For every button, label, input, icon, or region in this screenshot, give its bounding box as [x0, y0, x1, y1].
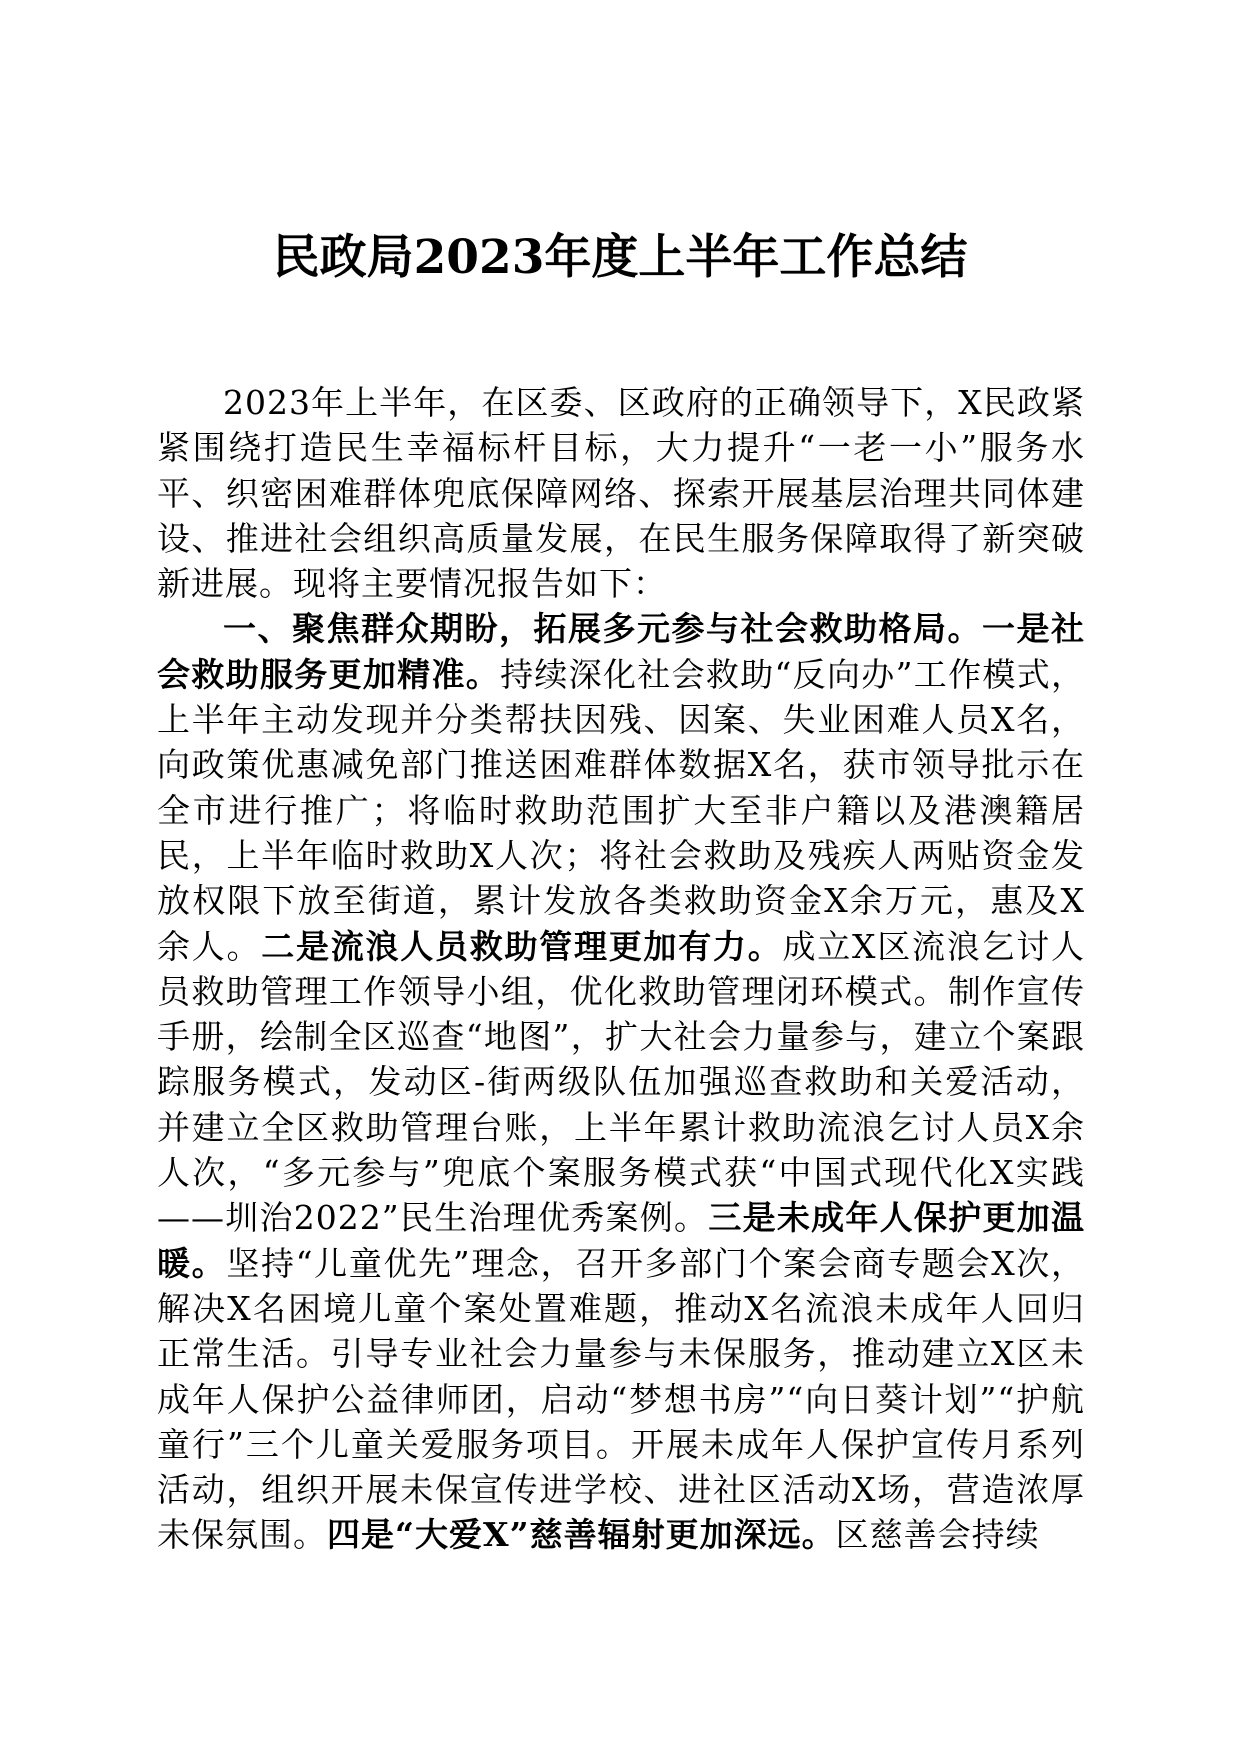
document-title: 民政局2023年度上半年工作总结 [272, 230, 968, 285]
item-4-text: 区慈善会持续 [835, 1515, 1040, 1555]
section-1-paragraph [157, 606, 1085, 1557]
item-1-text: 持续深化社会救助“反向办”工作模式，上半年主动发现并分类帮扶因残、因案、失业困难人员X名，向政策优惠减免部门推送困难群体数据X名，获市领导批示在全市进行推广；将临时救助范围扩大至非户籍以及港澳籍居民，上半年临时救助X人次；将社会救助及残疾人两贴资金发放权限下放至街道，累计发放各类救助资金X余万元，惠及X余人。 [157, 654, 1085, 966]
item-2-heading: 二是流浪人员救助管理更加有力。 [261, 926, 783, 966]
item-2-text: 成立X区流浪乞讨人员救助管理工作领导小组，优化救助管理闭环模式。制作宣传手册，绘制全区巡查“地图”，扩大社会力量参与，建立个案跟踪服务模式，发动区-街两级队伍加强巡查救助和关爱活动，并建立全区救助管理台账，上半年累计救助流浪乞讨人员X余人次，“多元参与”兜底个案服务模式获“中国式现代化X实践——圳治2022”民生治理优秀案例。 [157, 926, 1085, 1238]
section-1-heading: 一、聚焦群众期盼，拓展多元参与社会救助格局。 [223, 609, 982, 649]
item-1-heading: 一是社会救助服务更加精准。 [157, 609, 1085, 694]
intro-paragraph: 2023年上半年，在区委、区政府的正确领导下，X民政紧紧围绕打造民生幸福标杆目标，大力提升“一老一小”服务水平、织密困难群体兜底保障网络、探索开展基层治理共同体建设、推进社会组织高质量发展，在民生服务保障取得了新突破新进展。现将主要情况报告如下： [157, 383, 1085, 604]
item-3-heading: 三是未成年人保护更加温暖。 [157, 1198, 1085, 1283]
document-body [157, 380, 1085, 1558]
item-3-text: 坚持“儿童优先”理念，召开多部门个案会商专题会X次，解决X名困境儿童个案处置难题，推动X名流浪未成年人回归正常生活。引导专业社会力量参与未保服务，推动建立X区未成年人保护公益律师团，启动“梦想书房”“向日葵计划”“护航童行”三个儿童关爱服务项目。开展未成年人保护宣传月系列活动，组织开展未保宣传进学校、进社区活动X场，营造浓厚未保氛围。 [157, 1243, 1086, 1555]
item-4-heading: 四是“大爱X”慈善辐射更加深远。 [327, 1515, 836, 1555]
